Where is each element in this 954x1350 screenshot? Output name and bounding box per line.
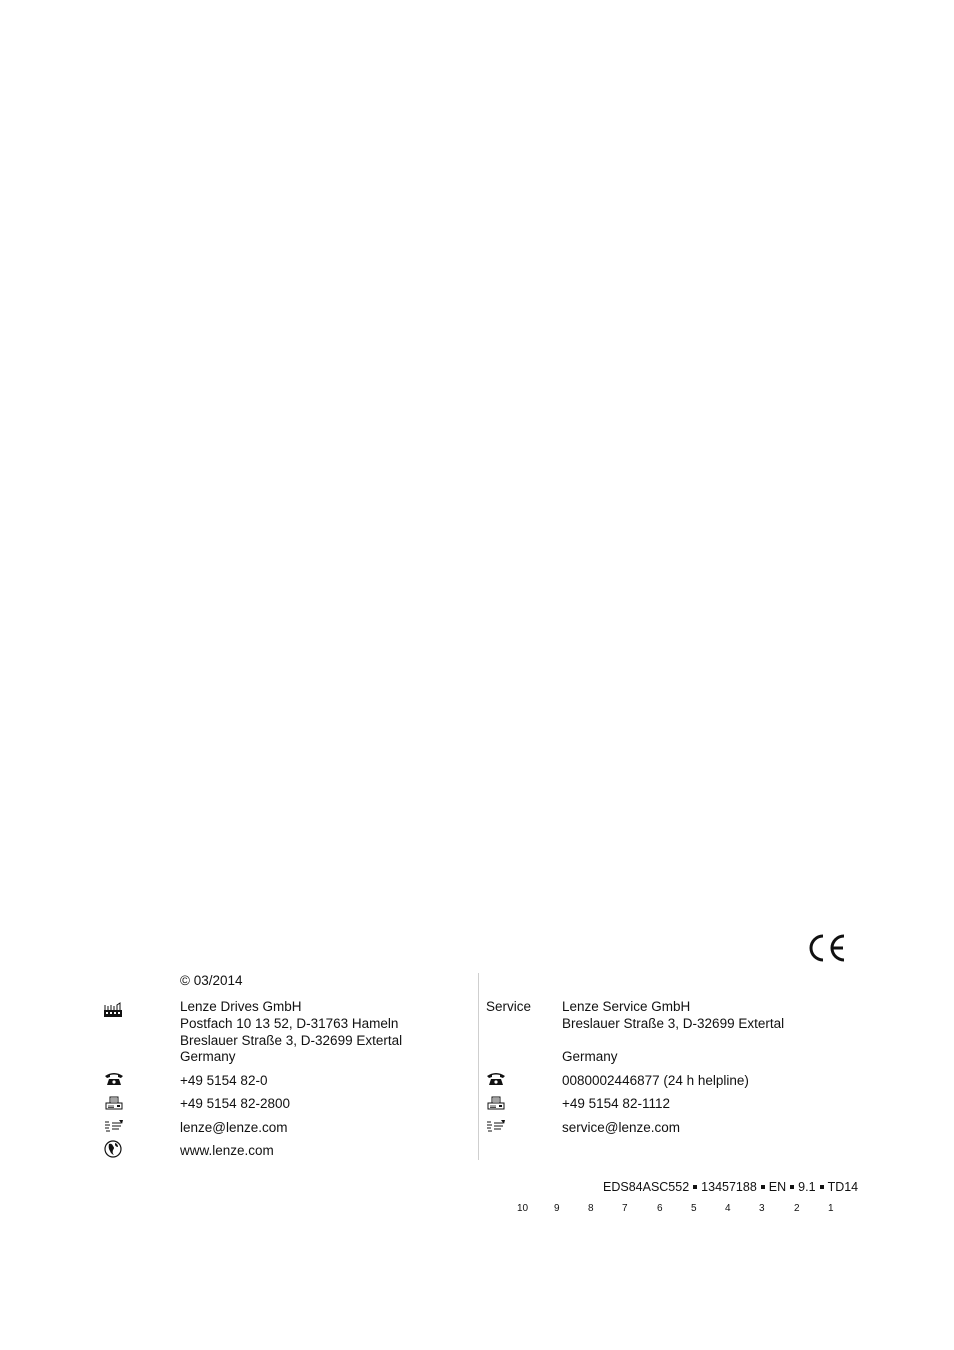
revision-tick: 3 — [759, 1203, 765, 1214]
right-phone: 0080002446877 (24 h helpline) — [562, 1073, 749, 1088]
copyright-text: © 03/2014 — [180, 973, 243, 988]
separator-square — [761, 1185, 765, 1189]
document-language: EN — [768, 1180, 787, 1194]
document-code: EDS84ASC552 — [603, 1180, 690, 1194]
telephone-icon — [486, 1071, 506, 1087]
telephone-icon — [104, 1071, 124, 1087]
revision-tick: 5 — [691, 1203, 697, 1214]
revision-tick: 1 — [828, 1203, 834, 1214]
left-email: lenze@lenze.com — [180, 1120, 288, 1135]
right-email: service@lenze.com — [562, 1120, 680, 1135]
right-address-line: Breslauer Straße 3, D-32699 Extertal — [562, 1016, 785, 1031]
revision-tick: 4 — [725, 1203, 731, 1214]
revision-tick: 2 — [794, 1203, 800, 1214]
left-phone: +49 5154 82-0 — [180, 1073, 268, 1088]
column-divider — [478, 973, 479, 1160]
left-company-name: Lenze Drives GmbH — [180, 999, 302, 1014]
revision-tick: 9 — [554, 1203, 560, 1214]
revision-tick: 7 — [622, 1203, 628, 1214]
factory-icon — [103, 1002, 123, 1018]
fax-icon — [486, 1095, 506, 1111]
fax-icon — [104, 1095, 124, 1111]
left-fax: +49 5154 82-2800 — [180, 1096, 290, 1111]
service-label: Service — [486, 999, 532, 1014]
left-website: www.lenze.com — [180, 1143, 274, 1158]
left-address-line: Breslauer Straße 3, D-32699 Extertal — [180, 1033, 403, 1048]
separator-square — [693, 1185, 697, 1189]
separator-square — [820, 1185, 824, 1189]
revision-tick: 10 — [517, 1203, 529, 1214]
revision-tick: 8 — [588, 1203, 594, 1214]
document-version: 9.1 — [798, 1180, 816, 1194]
right-company-name: Lenze Service GmbH — [562, 999, 691, 1014]
left-address-line: Germany — [180, 1049, 236, 1064]
right-fax: +49 5154 82-1112 — [562, 1096, 670, 1111]
document-td: TD14 — [827, 1180, 859, 1194]
email-icon — [486, 1118, 506, 1134]
email-icon — [104, 1118, 124, 1134]
globe-icon — [104, 1140, 124, 1156]
separator-square — [790, 1185, 794, 1189]
ce-mark-icon — [806, 933, 846, 963]
document-number: 13457188 — [701, 1180, 757, 1194]
right-address-line: Germany — [562, 1049, 618, 1064]
revision-tick: 6 — [657, 1203, 663, 1214]
document-number-line — [603, 1180, 858, 1195]
left-address-line: Postfach 10 13 52, D-31763 Hameln — [180, 1016, 399, 1031]
